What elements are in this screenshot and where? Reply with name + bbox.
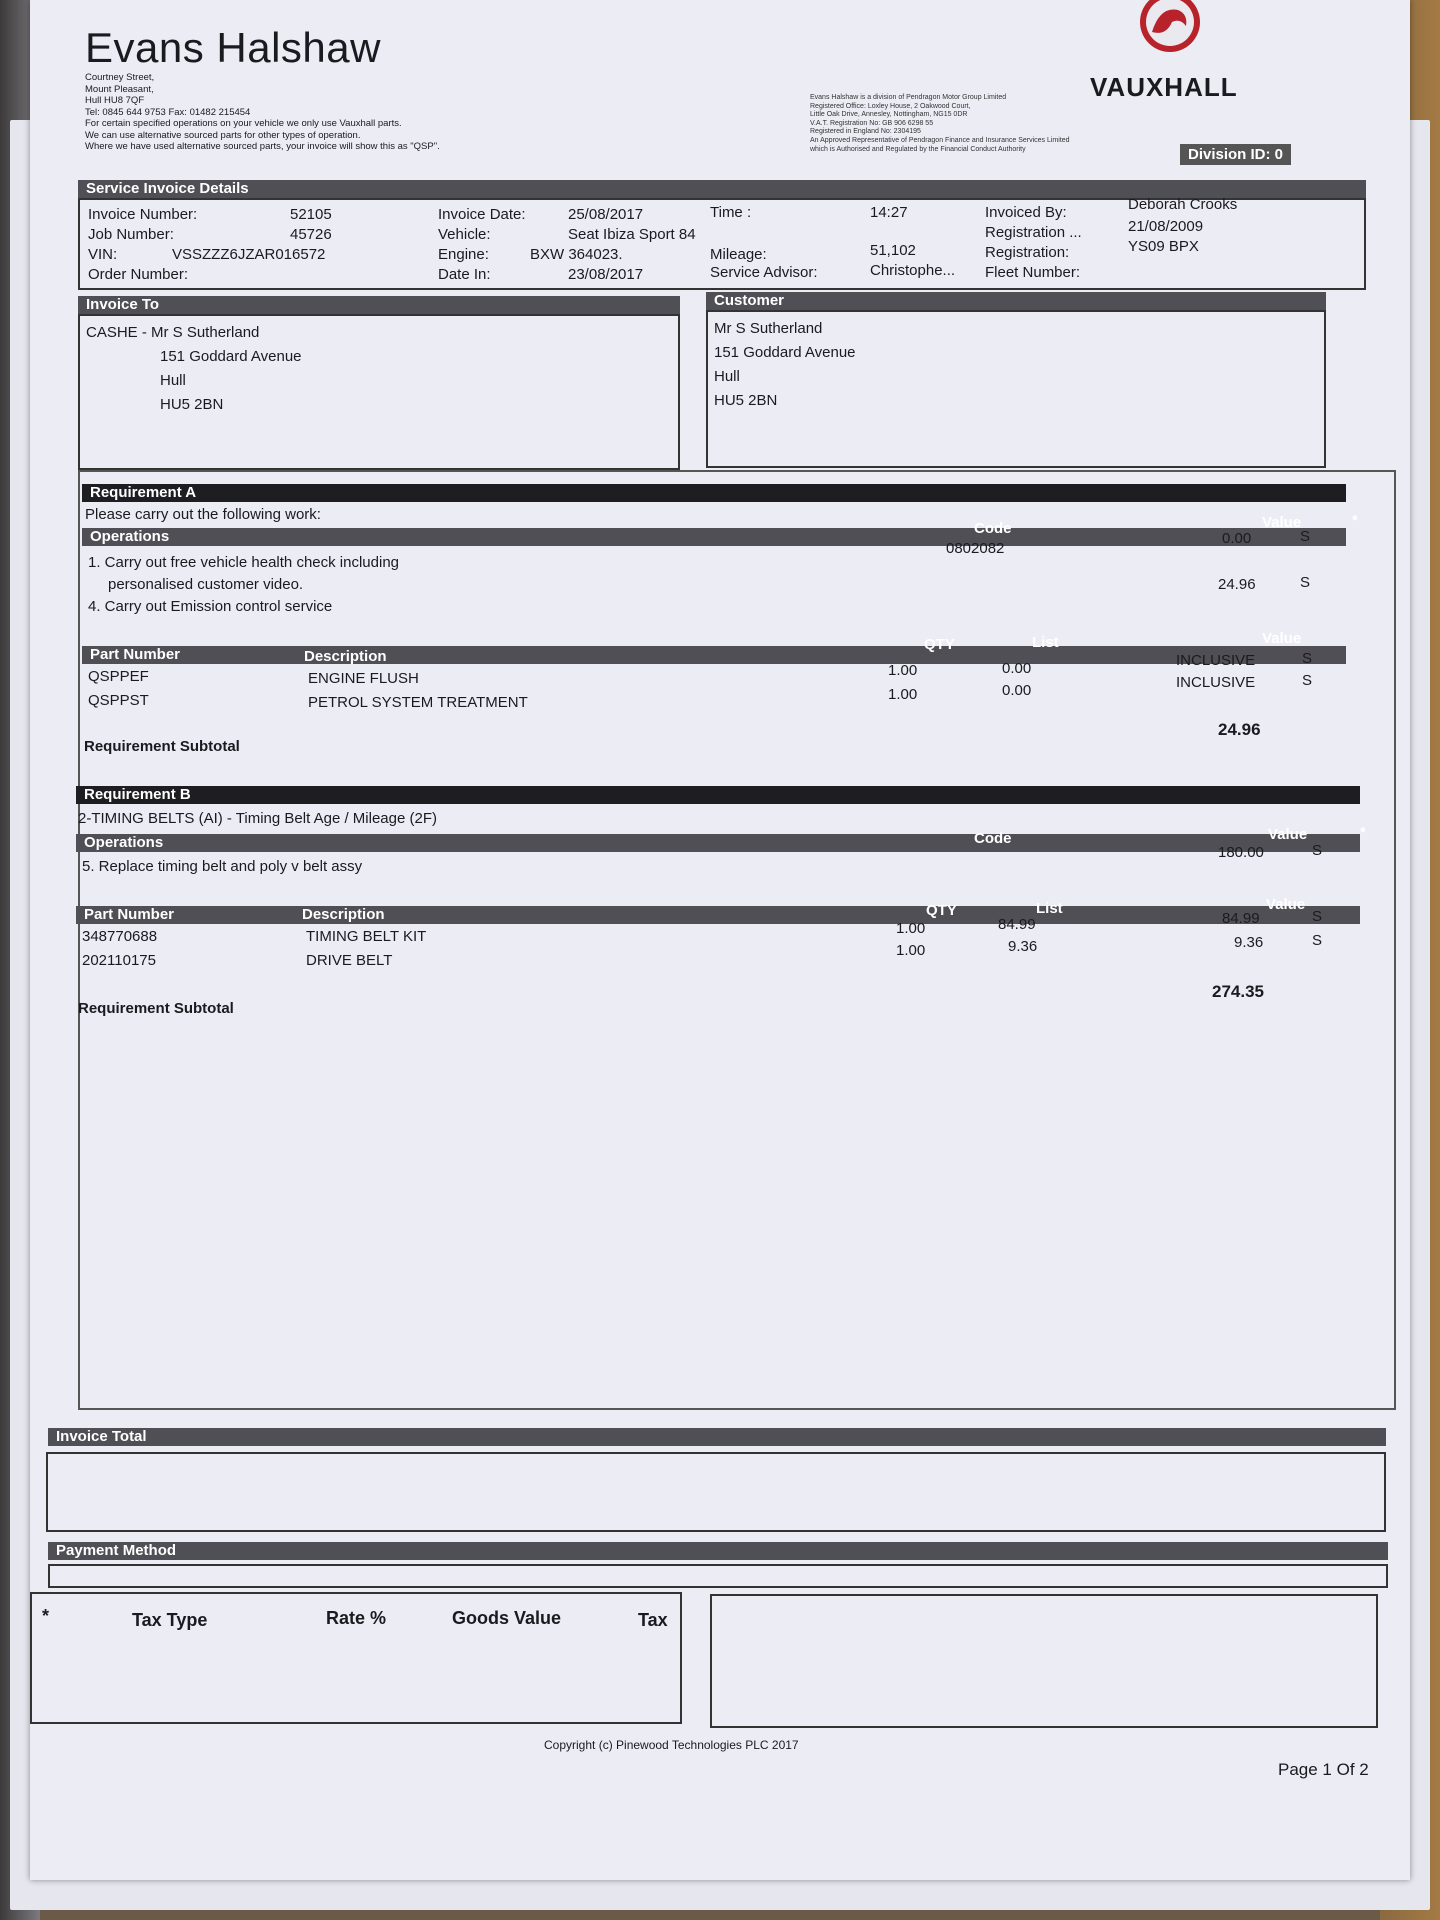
- tax-header: Tax: [638, 1610, 668, 1630]
- invoice-to-box: CASHE - Mr S Sutherland 151 Goddard Avenue Hull HU5 2BN: [78, 314, 680, 470]
- operation-code: 0802082: [946, 540, 1005, 557]
- requirement-a-intro: Please carry out the following work:: [85, 506, 321, 523]
- requirement-subtotal-label: Requirement Subtotal: [78, 1000, 234, 1017]
- tax-type-header: Tax Type: [132, 1610, 208, 1630]
- parts-header-a: Part Number Description QTY List Value: [82, 646, 1346, 664]
- customer-header: Customer: [706, 292, 1326, 310]
- requirement-subtotal-value: 274.35: [1212, 982, 1264, 1001]
- operations-header-a: Operations Code Value *: [82, 528, 1346, 546]
- invoice-to-header: Invoice To: [78, 296, 680, 314]
- invoice-total-header: Invoice Total: [48, 1428, 1386, 1446]
- table-row: 202110175: [82, 952, 156, 969]
- customer-box: Mr S Sutherland 151 Goddard Avenue Hull HU5 2BN: [706, 310, 1326, 468]
- payment-method-box: [48, 1564, 1388, 1588]
- table-row: 348770688: [82, 928, 158, 945]
- company-address: Courtney Street, Mount Pleasant, Hull HU8 7QF Tel: 0845 644 9753 Fax: 01482 215454 For certain specified operations on your vehicle we only use Vauxhall parts. We can use alternative sourced parts for other types of operation. Where we have used alternative sourced parts, your invoice will show this as "QSP".: [85, 72, 440, 152]
- legal-text: Evans Halshaw is a division of Pendragon Motor Group Limited Registered Office: Loxley House, 2 Oakwood Court, Little Oak Drive, Annesley, Nottingham, NG15 0DR V.A.T. Registration No: GB 906 6298 55 Registered in England No: 2304195 An Approved Representative of Pendragon Finance and Insurance Services Limited which is Authorised and Regulated by the Financial Conduct Authority: [810, 94, 1070, 153]
- operations-header-b: Operations Code Value *: [76, 834, 1360, 852]
- brand-wordmark: VAUXHALL: [1090, 72, 1238, 102]
- requirement-a-header: Requirement A: [82, 484, 1346, 502]
- invoice-page: Evans Halshaw Courtney Street, Mount Pleasant, Hull HU8 7QF Tel: 0845 644 9753 Fax: 01482 215454 For certain specified operations on your vehicle we only use Vauxhall parts. We can use alternative sourced parts for other types of operation. Where we have used alternative sourced parts, your invoice will show this as "QSP". Evans Halshaw is a division of Pendragon Motor Group Limited Registered Office: Loxley House, 2 Oakwood Court, Little Oak Drive, Annesley, Nottingham, NG15 0DR V.A.T. Registration No: GB 906 6298 55 Registered in England No: 2304195 An Approved Representative of Pendragon Finance and Insurance Services Limited which is Authorised and Regulated by the Financial Conduct Authority VAUXHALL Division ID: 0 Service Invoice Details Invoice Number: 52105 Job Number: 45726 VIN: VSSZZZ6JZAR016572 Order Number: Invoice Date: 25/08/2017 Vehicle: Seat Ibiza Sport 84 Engine: BXW 364023. Date In: 23/08/2017 Time : 14:27 Mileage: 51,102 Service Advisor: Christophe... Invoiced By: Deborah Crooks Registration ... 21/08/2009 Registration: YS09 BPX Fleet Number: Invoice To CASHE - Mr S Sutherland 151 Goddard Avenue Hull HU5 2BN Customer Mr S Sutherland 151 Goddard Avenue Hull HU5 2BN Requirement A Please carry out the following work: Operations Code Value * 1. Carry out free vehicle health check including personalised customer video. 0802082 0.00 S 4. Carry out Emission control service 24.96 S Part Number Description QTY List Value QSPPEF ENGINE FLUSH 1.00 0.00 INCLUSIVE S QSPPST PETROL SYSTEM TREATMENT 1.00 0.00 INCLUSIVE S Requirement Subtotal 24.96 Requirement B 2-TIMING BELTS (AI) - Timing Belt Age / Mileage (2F) Operations Code Value * 5. Replace timing belt and poly v belt assy 180.00 S Part Number Description QTY List Value 348770688 TIMING BELT KIT 1.00 84.99 84.99 S 202110175 DRIVE BELT 1.00 9.36 9.36 S Requirement Subtotal 274.35 Invoice Total Payment Method * Tax Type Rate % Goods Value Tax Copyright (c) Pinewood Technologies PLC 2017 Page 1 Of 2: [30, 0, 1410, 1880]
- invoice-total-box: [46, 1452, 1386, 1532]
- requirement-b-intro: 2-TIMING BELTS (AI) - Timing Belt Age / Mileage (2F): [78, 810, 437, 827]
- service-invoice-details-header: Service Invoice Details: [78, 180, 1366, 198]
- vauxhall-griffin-logo-icon: [1130, 0, 1210, 56]
- payment-method-header: Payment Method: [48, 1542, 1388, 1560]
- requirement-subtotal-value: 24.96: [1218, 720, 1261, 739]
- requirement-subtotal-label: Requirement Subtotal: [84, 738, 240, 755]
- rate-header: Rate %: [326, 1608, 387, 1628]
- goods-value-header: Goods Value: [452, 1608, 562, 1628]
- table-row: QSPPEF: [88, 668, 149, 685]
- service-invoice-details-box: Invoice Number: 52105 Job Number: 45726 VIN: VSSZZZ6JZAR016572 Order Number: Invoice Date: 25/08/2017 Vehicle: Seat Ibiza Sport 84 Engine: BXW 364023. Date In: 23/08/2017 Time : 14:27 Mileage: 51,102 Service Advisor: Christophe... Invoiced By: Deborah Crooks Registration ... 21/08/2009 Registration: YS09 BPX Fleet Number:: [78, 198, 1366, 290]
- table-row: QSPPST: [88, 692, 149, 709]
- company-name: Evans Halshaw: [85, 24, 381, 71]
- tax-summary-box: * Tax Type Rate % Goods Value Tax: [30, 1592, 682, 1724]
- page-number: Page 1 Of 2: [1278, 1760, 1369, 1779]
- requirement-b-header: Requirement B: [76, 786, 1360, 804]
- copyright-text: Copyright (c) Pinewood Technologies PLC 2017: [544, 1738, 799, 1752]
- parts-header-b: Part Number Description QTY List Value: [76, 906, 1360, 924]
- tax-notes-box: [710, 1594, 1378, 1728]
- division-id: Division ID: 0: [1180, 144, 1291, 165]
